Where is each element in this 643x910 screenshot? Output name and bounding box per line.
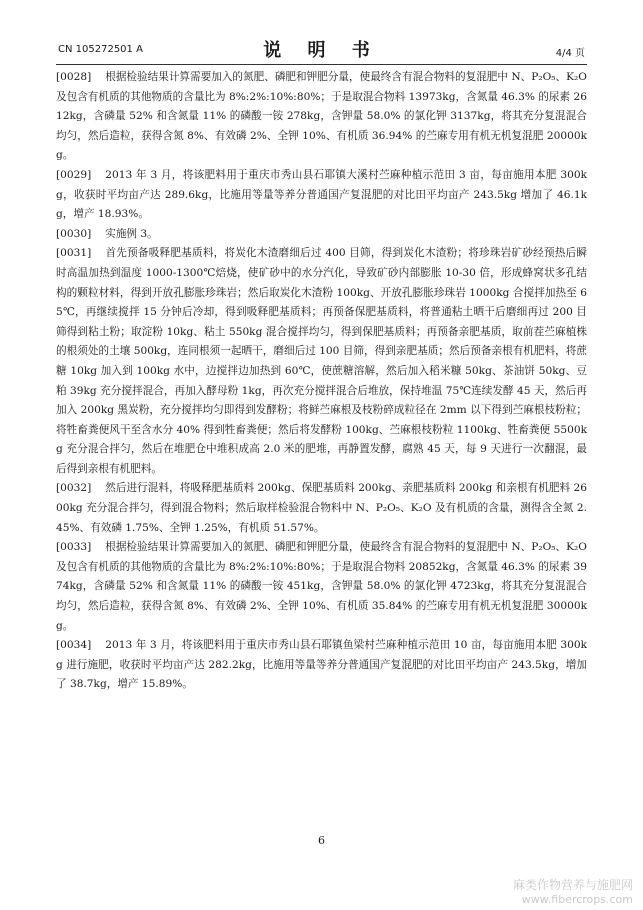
- paragraph-number: [0033]: [56, 541, 92, 554]
- paragraph-0029: [56, 166, 587, 225]
- paragraph-number: [0032]: [56, 482, 92, 495]
- paragraph-0028: [56, 68, 587, 166]
- paragraph-0033: [56, 538, 587, 636]
- paragraph-text: 首先预备吸释肥基质料，将炭化木渣磨细后过 400 目筛，得到炭化木渣粉；将珍珠岩矿砂经预热后瞬时高温加热到温度 1000-1300℃焙烧，使矿砂中的水分汽化，导致矿砂内部膨胀 10-30 倍，形成蜂窝状多孔结构的颗粒材料，得到开放孔膨胀珍珠岩；然后取炭化木渣粉 100kg、开放孔膨胀珍珠岩 1000kg 合搅拌加热至 65℃，再继续搅拌 15 分钟后冷却，得到吸释肥基质料；再预备保肥基质料，将普通粘土晒干后磨细再过 200 目筛得到粘土粉；取淀粉 10kg、粘土 550kg 混合搅拌均匀，得到保肥基质料；再预备亲肥基质，取前茬苎麻植株的根须处的土壤 500kg，连同根须一起晒干，磨细后过 100 目筛，得到亲肥基质；然后预备亲根有机肥料，将蔗糖 10kg 加入到 100kg 水中，边搅拌边加热到 60℃，使蔗糖溶解，然后加入稻米糠 50kg、茶油饼 50kg、豆粕 39kg 充分搅拌混合，再加入酵母粉 1kg，再次充分搅拌混合后堆放，保持堆温 75℃连续发酵 45 天，然后再加入 200kg 黑炭粉，充分搅拌均匀即得到发酵粉；将鲜苎麻根及枝粉碎成粒径在 2mm 以下得到苎麻根枝粉粒；将牲畜粪便风干至含水分 40% 得到牲畜粪便；然后将发酵粉 100kg、苎麻根枝粉粒 1100kg、牲畜粪便 5500kg 充分混合拌匀，然后在堆肥仓中堆积成高 2.0 米的肥堆，再静置发酵，腐熟 45 天，每 9 天进行一次翻混，最后得到亲根有机肥料。: [56, 247, 587, 475]
- paragraph-text: 实施例 3。: [105, 227, 158, 240]
- page-header: [56, 30, 587, 65]
- paragraph-number: [0028]: [56, 71, 92, 83]
- document-body: [56, 68, 587, 695]
- paragraph-number: [0031]: [56, 247, 92, 260]
- page-indicator: 4/4 页: [555, 48, 585, 59]
- paragraph-0031: [56, 244, 587, 479]
- paragraph-number: [0034]: [56, 639, 92, 652]
- paragraph-text: 2013 年 3 月，将该肥料用于重庆市秀山县石耶镇鱼梁村苎麻种植示范田 10 亩，每亩施用本肥 300kg 进行施肥，收获时平均亩产达 282.2kg，比施用等量等养分普通国产复混肥的对比田平均亩产 243.5kg，增加了 38.7kg，增产 15.89%。: [56, 639, 587, 691]
- paragraph-text: 根据检验结果计算需要加入的氮肥、磷肥和钾肥分量，使最终含有混合物料的复混肥中 N、P₂O₅、K₂O 及包含有机质的其他物质的含量比为 8%:2%:10%:80%；于是取混合物料 13973kg，含氮量 46.3% 的尿素 2612kg，含磷量 52% 和含氮量 11% 的磷酸一铵 278kg，含钾量 58.0% 的氯化钾 3137kg，将其充分复混混合均匀，然后造粒，获得含氮 8%、有效磷 2%、全钾 10%、有机质 36.94% 的苎麻专用有机无机复混肥 20000kg。: [56, 71, 587, 162]
- paragraph-0032: [56, 479, 587, 538]
- paragraph-number: [0029]: [56, 168, 92, 181]
- paragraph-text: 然后进行混料，将吸释肥基质料 200kg、保肥基质料 200kg、亲肥基质料 200kg 和亲根有机肥料 2600kg 充分混合拌匀，得到混合物料；然后取样检验混合物料中 N、P₂O₅、K₂O 及有机质的含量，测得含全氮 2.45%、有效磷 1.75%、全钾 1.25%，有机质 51.57%。: [56, 482, 587, 534]
- paragraph-0030: [56, 225, 587, 245]
- paragraph-text: 2013 年 3 月，将该肥料用于重庆市秀山县石耶镇大溪村苎麻种植示范田 3 亩，每亩施用本肥 300kg，收获时平均亩产达 289.6kg，比施用等量等养分普通国产复混肥的对比田平均亩产 243.5kg 增加了 46.1kg，增产 18.93%。: [56, 168, 587, 221]
- paragraph-number: [0030]: [56, 227, 92, 240]
- watermark-url: www.fibercrops.com: [521, 893, 633, 906]
- page-number: 6: [318, 834, 325, 847]
- watermark-site-name: 麻类作物营养与施肥网: [512, 878, 633, 892]
- site-watermark: [513, 876, 633, 906]
- patent-number: CN 105272501 A: [58, 44, 143, 55]
- document-title: 说 明 书: [263, 40, 380, 61]
- paragraph-text: 根据检验结果计算需要加入的氮肥、磷肥和钾肥分量，使最终含有混合物料的复混肥中 N、P₂O₅、K₂O 及包含有机质的其他物质的含量比为 8%:2%:10%:80%；于是取混合物料 20852kg，含氮量 46.3% 的尿素 3974kg，含磷量 52% 和含氮量 11% 的磷酸一铵 451kg，含钾量 58.0% 的氯化钾 4723kg，将其充分复混混合均匀，然后造粒，获得含氮 8%、有效磷 2%、全钾 10%、有机质 35.84% 的苎麻专用有机无机复混肥 30000kg。: [56, 541, 587, 632]
- paragraph-0034: [56, 636, 587, 695]
